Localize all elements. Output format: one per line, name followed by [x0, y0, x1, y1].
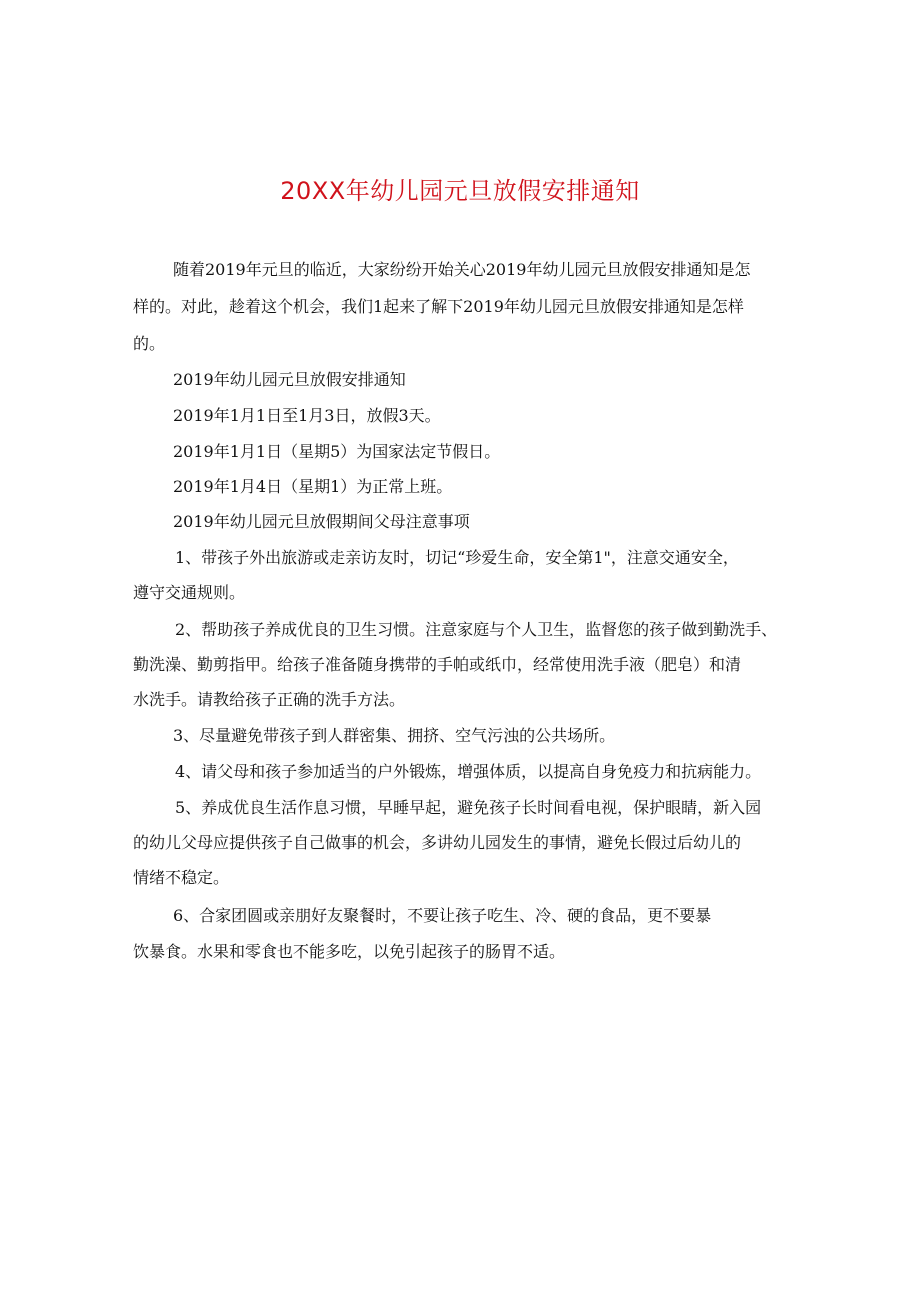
- intro-line-3: 的。: [133, 334, 166, 353]
- note-4-line-1: 4、请父母和孩子参加适当的户外锻炼，增强体质，以提高自身免疫力和抗病能力。: [175, 762, 762, 781]
- note-2-line-1: 2、帮助孩子养成优良的卫生习惯。注意家庭与个人卫生，监督您的孩子做到勤洗手、: [175, 620, 778, 639]
- intro-line-2: 样的。对此，趁着这个机会，我们1起来了解下2019年幼儿园元旦放假安排通知是怎样: [133, 297, 744, 316]
- document-title: 20XX年幼儿园元旦放假安排通知: [280, 177, 640, 205]
- parent-notes-heading: 2019年幼儿园元旦放假期间父母注意事项: [173, 512, 470, 531]
- work-resume-line: 2019年1月4日（星期1）为正常上班。: [173, 477, 453, 496]
- intro-line-1: 随着2019年元旦的临近，大家纷纷开始关心2019年幼儿园元旦放假安排通知是怎: [173, 260, 751, 279]
- note-2-line-3: 水洗手。请教给孩子正确的洗手方法。: [133, 690, 406, 709]
- note-3-line-1: 3、尽量避免带孩子到人群密集、拥挤、空气污浊的公共场所。: [173, 726, 616, 745]
- note-6-line-1: 6、合家团圆或亲朋好友聚餐时，不要让孩子吃生、冷、硬的食品，更不要暴: [173, 906, 712, 925]
- note-5-line-2: 的幼儿父母应提供孩子自己做事的机会，多讲幼儿园发生的事情，避免长假过后幼儿的: [133, 833, 742, 852]
- note-1-line-1: 1、带孩子外出旅游或走亲访友时，切记“珍爱生命，安全第1"，注意交通安全，: [175, 548, 739, 567]
- note-6-line-2: 饮暴食。水果和零食也不能多吃，以免引起孩子的肠胃不适。: [133, 942, 566, 961]
- note-5-line-3: 情绪不稳定。: [133, 868, 230, 887]
- note-2-line-2: 勤洗澡、勤剪指甲。给孩子准备随身携带的手帕或纸巾，经常使用洗手液（肥皂）和清: [133, 655, 742, 674]
- notice-heading: 2019年幼儿园元旦放假安排通知: [173, 370, 406, 389]
- holiday-dates: 2019年1月1日至1月3日，放假3天。: [173, 406, 441, 425]
- note-1-line-2: 遵守交通规则。: [133, 583, 246, 602]
- legal-holiday-line: 2019年1月1日（星期5）为国家法定节假日。: [173, 442, 501, 461]
- note-5-line-1: 5、养成优良生活作息习惯，早睡早起，避免孩子长时间看电视，保护眼睛，新入园: [175, 798, 762, 817]
